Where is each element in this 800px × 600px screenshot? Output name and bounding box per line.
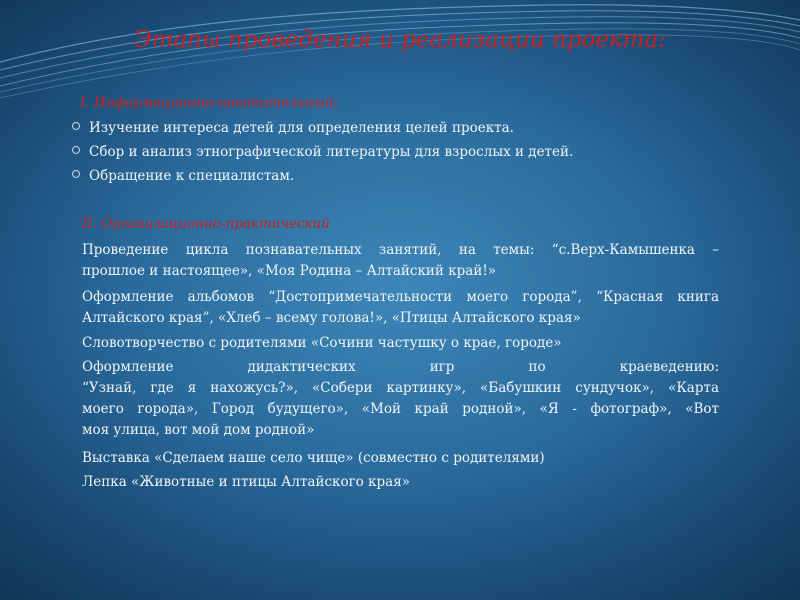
- bullet-circle-icon: [72, 170, 80, 178]
- stage1-heading: I. Информационно-накопительный:: [80, 95, 339, 111]
- bullet-item: Изучение интереса детей для определения целей проекта.: [72, 120, 514, 136]
- stage2-heading: II. Организационно-практический: [82, 216, 330, 232]
- bullet-circle-icon: [72, 146, 80, 154]
- stage2-item: Выставка «Сделаем наше село чище» (совместно с родителями): [82, 450, 545, 466]
- stage2-item: Проведение цикла познавательных занятий, на темы: “с.Верх-Камышенка – прошлое и настоящее», «Моя Родина – Алтайский край!»: [82, 242, 719, 279]
- stage2-item: Лепка «Животные и птицы Алтайского края»: [82, 474, 410, 490]
- bullet-circle-icon: [72, 122, 80, 130]
- stage2-item: Оформление дидактических игр по краеведению: “Узнай, где я нахожусь?», «Собери картинку», «Бабушкин сундучок», «Карта моего города», Город будущего», «Мой край родной», «Я - фотограф», «Вот моя улица, вот мой дом родной»: [82, 359, 719, 438]
- bullet-item: Сбор и анализ этнографической литературы для взрослых и детей.: [72, 144, 573, 160]
- stage2-item: Словотворчество с родителями «Сочини частушку о крае, городе»: [82, 335, 562, 351]
- stage2-item: Оформление альбомов “Достопримечательности моего города”, “Красная книга Алтайского края”, «Хлеб – всему голова!», «Птицы Алтайского края»: [82, 289, 719, 326]
- bullet-item: Обращение к специалистам.: [72, 168, 294, 184]
- slide-title: Этапы проведения и реализации проекта:: [134, 27, 666, 53]
- wave-decoration: [0, 0, 800, 110]
